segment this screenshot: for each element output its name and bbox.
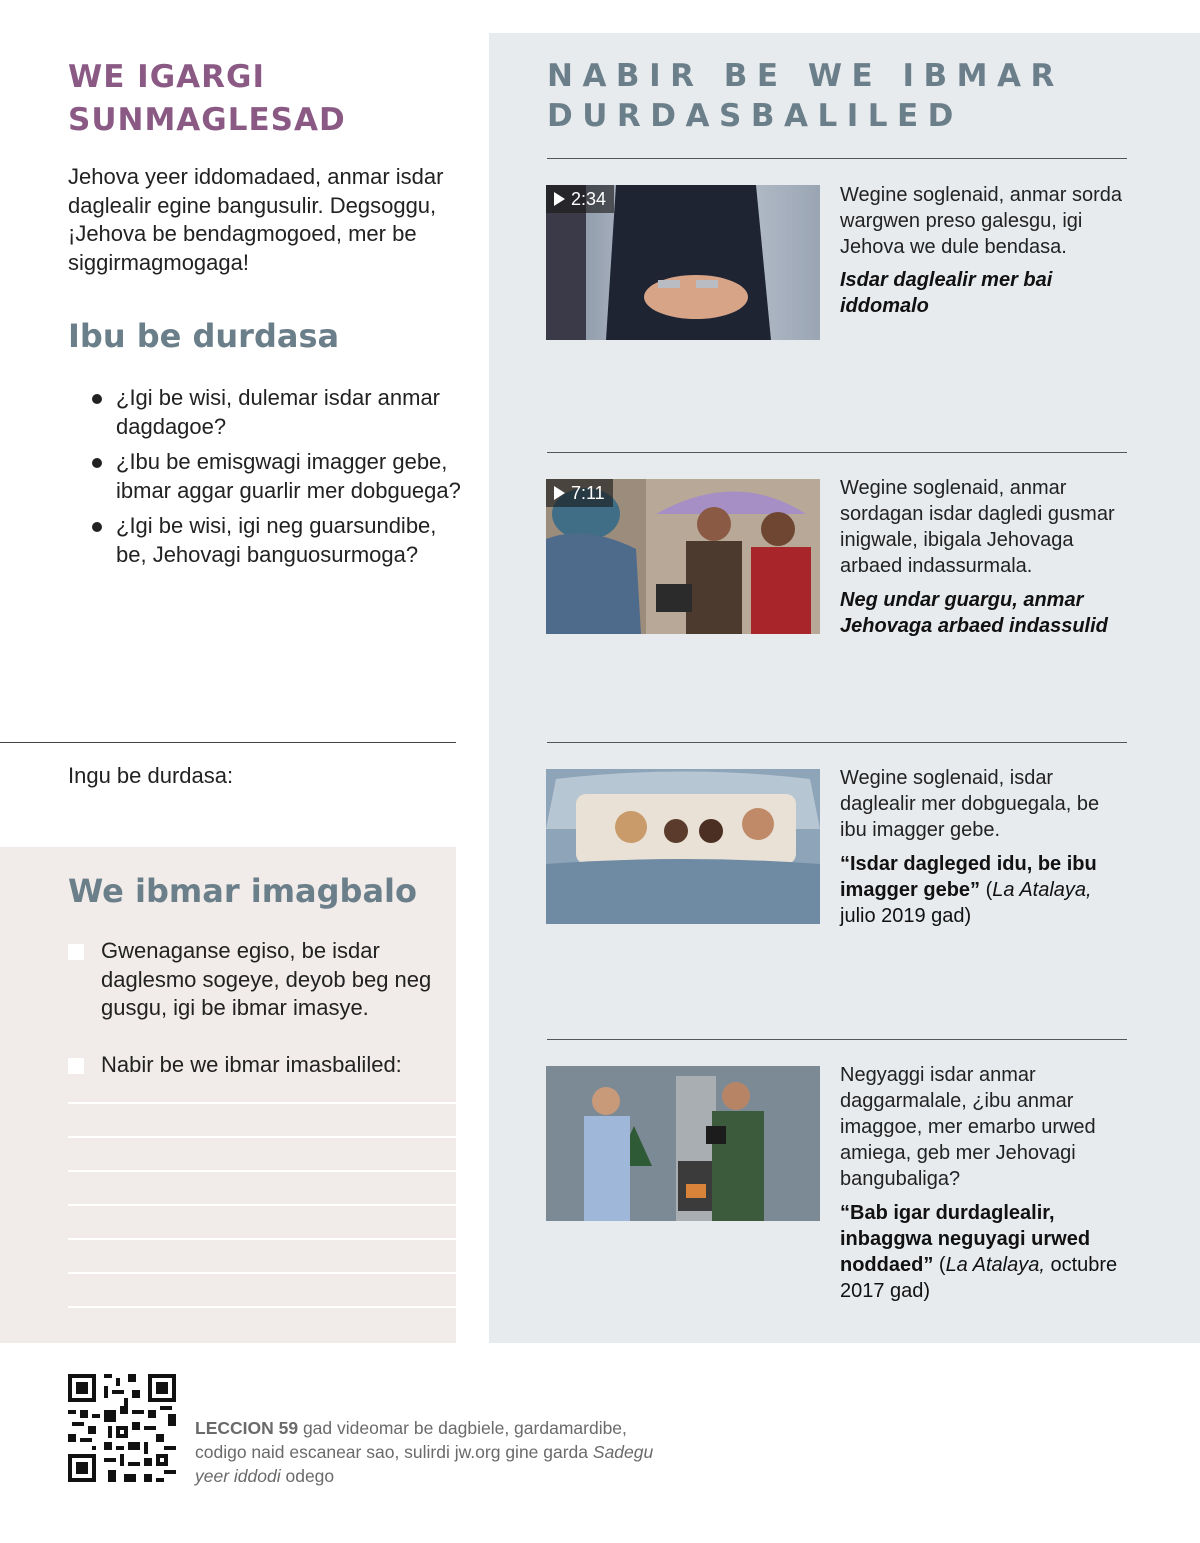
bullet-icon [92, 458, 102, 468]
family-car-image [546, 769, 820, 924]
section-rule [547, 1039, 1127, 1040]
goals-heading: We ibmar imagbalo [68, 872, 417, 910]
item-description: Wegine soglenaid, isdar daglealir mer dobguegala, be ibu imagger gebe. [840, 767, 1100, 841]
video-duration-badge: 7:11 [546, 479, 613, 507]
explore-heading-line1: NABIR BE WE IBMAR [547, 58, 1064, 94]
item-description: Wegine soglenaid, anmar sorda wargwen preso galesgu, igi Jehova we dule bendasa. [840, 184, 1123, 258]
checkbox[interactable] [68, 1058, 84, 1074]
play-icon [554, 192, 565, 206]
notes-label[interactable]: Ingu be durdasa: [68, 763, 234, 788]
video-thumbnail[interactable] [546, 185, 820, 340]
play-icon [554, 486, 565, 500]
goal-text: Nabir be we ibmar imasbaliled: [101, 1052, 402, 1077]
video-duration-badge: 2:34 [546, 185, 614, 213]
article-thumbnail[interactable] [546, 769, 820, 924]
qr-code-icon[interactable] [68, 1374, 176, 1482]
review-question: ¿Ibu be emisgwagi imagger gebe, ibmar aggar guarlir mer dobguega? [92, 448, 467, 505]
bullet-icon [92, 394, 102, 404]
review-question: ¿Igi be wisi, igi neg guarsundibe, be, Jehovagi banguosurmoga? [92, 512, 467, 569]
video-title-link[interactable]: Neg undar guargu, anmar Jehovaga arbaed indassulid [840, 589, 1108, 637]
article-source: (La Atalaya, julio 2019 gad) [840, 879, 1092, 927]
bullet-icon [92, 522, 102, 532]
explore-heading-line2: DURDASBALILED [547, 98, 963, 134]
divider [0, 742, 456, 743]
review-question: ¿Igi be wisi, dulemar isdar anmar dagdagoe? [92, 384, 467, 441]
item-description: Wegine soglenaid, anmar sordagan isdar dagledi gusmar inigwale, ibigala Jehovaga arbaed indassurmala. [840, 477, 1115, 577]
writing-line[interactable] [68, 1102, 456, 1104]
conversation-scene-image [546, 1066, 820, 1221]
writing-line[interactable] [68, 1272, 456, 1274]
goals-panel [0, 847, 456, 1343]
writing-line[interactable] [68, 1170, 456, 1172]
explore-heading [547, 56, 1167, 136]
article-thumbnail[interactable] [546, 1066, 820, 1221]
summary-text: Jehova yeer iddomadaed, anmar isdar daglealir egine bangusulir. Degsoggu, ¡Jehova be bendagmogoed, mer be siggirmagmogaga! [68, 164, 444, 275]
goal-text: Gwenaganse egiso, be isdar daglesmo sogeye, deyob beg neg gusgu, igi be ibmar imasye. [101, 938, 432, 1020]
checkbox[interactable] [68, 944, 84, 960]
footer-text: LECCION 59 gad videomar be dagbiele, gardamardibe, codigo naid escanear sao, sulirdi jw.org gine garda Sadegu yeer iddodi odego [195, 1418, 654, 1486]
video-thumbnail[interactable] [546, 479, 820, 634]
summary-title-line2: SUNMAGLESAD [68, 102, 346, 138]
writing-line[interactable] [68, 1238, 456, 1240]
summary-title [68, 56, 468, 142]
goal-item [68, 1051, 448, 1080]
review-question-list [92, 384, 467, 576]
review-heading: Ibu be durdasa [68, 317, 340, 355]
video-title-link[interactable]: Isdar daglealir mer bai iddomalo [840, 269, 1053, 317]
section-rule [547, 158, 1127, 159]
section-rule [547, 452, 1127, 453]
writing-line[interactable] [68, 1204, 456, 1206]
writing-line[interactable] [68, 1306, 456, 1308]
article-source: (La Atalaya, octubre 2017 gad) [840, 1254, 1118, 1302]
summary-title-line1: WE IGARGI [68, 59, 265, 95]
article-title-link[interactable]: “Isdar dagleged idu, be ibu imagger gebe” (La Atalaya, julio 2019 gad) [840, 853, 1097, 927]
writing-line[interactable] [68, 1136, 456, 1138]
item-description: Negyaggi isdar anmar daggarmalale, ¿ibu anmar imaggoe, mer emarbo urwed amiega, geb mer Jehovagi bangubaliga? [840, 1064, 1096, 1190]
goal-item [68, 937, 448, 1023]
article-title-link[interactable]: “Bab igar durdaglealir, inbaggwa neguyagi urwed noddaed” (La Atalaya, octubre 2017 gad) [840, 1202, 1118, 1302]
section-rule [547, 742, 1127, 743]
